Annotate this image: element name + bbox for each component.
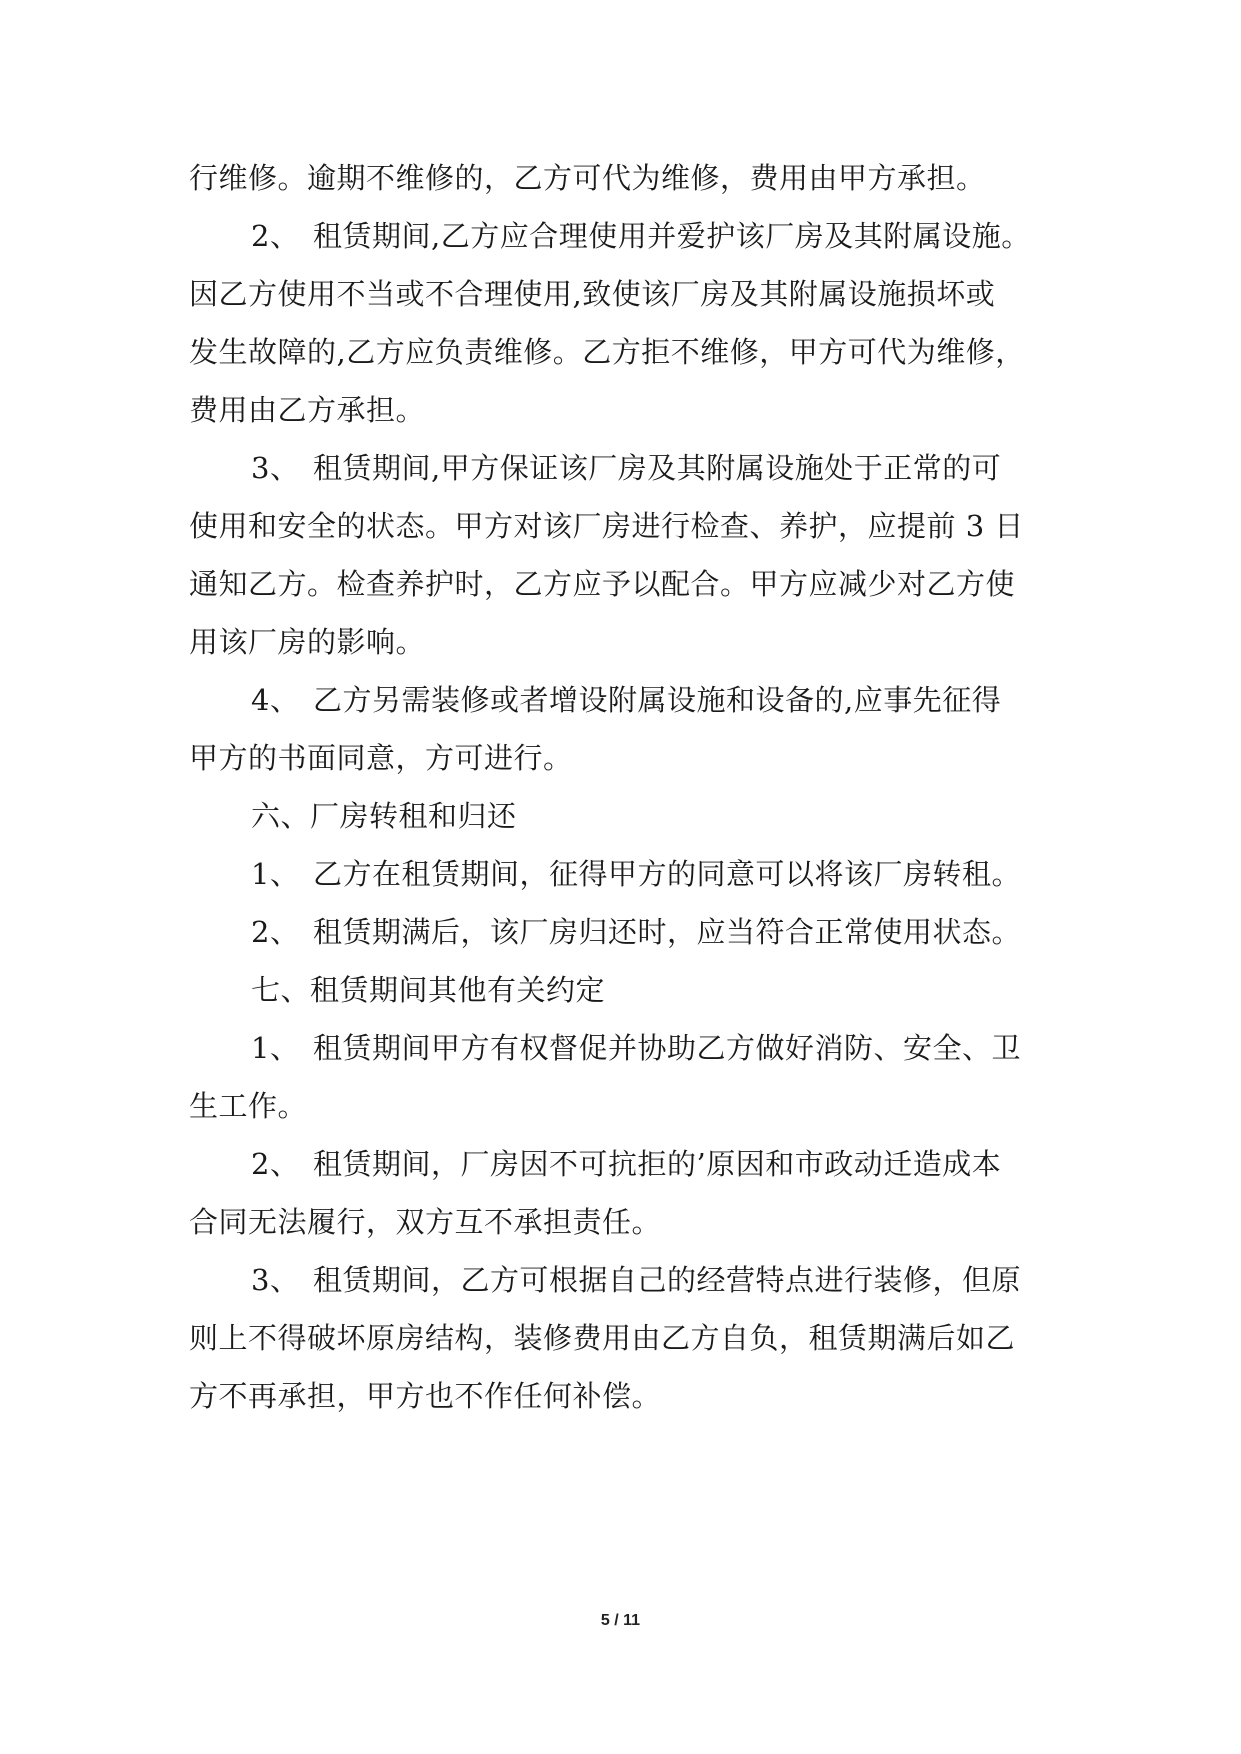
item-number: 1、 (251, 1031, 300, 1065)
line-text: 租赁期间甲方有权督促并协助乙方做好消防、安全、卫 (313, 1031, 1022, 1065)
list-item (251, 910, 1021, 954)
text-line (189, 1084, 307, 1128)
line-text: 乙方在租赁期间，征得甲方的同意可以将该厂房转租。 (313, 857, 1022, 891)
line-text: 发生故障的,乙方应负责维修。乙方拒不维修，甲方可代为维修， (189, 335, 1025, 369)
line-text: 甲方的书面同意，方可进行。 (189, 741, 573, 775)
line-text: 合同无法履行，双方互不承担责任。 (189, 1205, 662, 1239)
list-item (251, 446, 1001, 490)
item-number: 2、 (251, 915, 300, 949)
item-number: 1、 (251, 857, 300, 891)
text-line (189, 620, 425, 664)
text-line (189, 562, 1015, 606)
text-line (189, 504, 1024, 548)
line-text: 租赁期满后，该厂房归还时，应当符合正常使用状态。 (313, 915, 1022, 949)
text-line (189, 330, 1025, 374)
item-number: 2、 (251, 219, 300, 253)
section-heading (251, 968, 605, 1012)
text-line (189, 1374, 661, 1418)
heading-text: 七、租赁期间其他有关约定 (251, 973, 606, 1007)
section-heading (251, 794, 517, 838)
list-item (251, 1258, 1021, 1302)
text-line (189, 388, 425, 432)
line-text: 使用和安全的状态。甲方对该厂房进行检查、养护，应提前 3 日 (189, 509, 1024, 543)
line-text: 因乙方使用不当或不合理使用,致使该厂房及其附属设施损坏或 (189, 277, 996, 311)
list-item (251, 1026, 1021, 1070)
text-line (189, 272, 995, 316)
list-item (251, 678, 1001, 722)
text-line (189, 736, 573, 780)
line-text: 通知乙方。检查养护时，乙方应予以配合。甲方应减少对乙方使 (189, 567, 1016, 601)
text-line (189, 156, 986, 200)
item-number: 4、 (251, 683, 300, 717)
line-text: 费用由乙方承担。 (189, 393, 426, 427)
item-number: 2、 (251, 1147, 300, 1181)
item-number: 3、 (251, 1263, 300, 1297)
line-text: 租赁期间,甲方保证该厂房及其附属设施处于正常的可 (313, 451, 1002, 485)
line-text: 生工作。 (189, 1089, 308, 1123)
page-number: 5 / 11 (600, 1612, 641, 1629)
line-text: 行维修。逾期不维修的，乙方可代为维修，费用由甲方承担。 (189, 161, 986, 195)
line-text: 租赁期间，厂房因不可抗拒的’原因和市政动迁造成本 (313, 1147, 1002, 1181)
line-text: 租赁期间,乙方应合理使用并爱护该厂房及其附属设施。 (313, 219, 1031, 253)
line-text: 用该厂房的影响。 (189, 625, 426, 659)
line-text: 租赁期间，乙方可根据自己的经营特点进行装修，但原 (313, 1263, 1022, 1297)
item-number: 3、 (251, 451, 300, 485)
line-text: 乙方另需装修或者增设附属设施和设备的,应事先征得 (313, 683, 1002, 717)
heading-text: 六、厂房转租和归还 (251, 799, 517, 833)
line-text: 方不再承担，甲方也不作任何补偿。 (189, 1379, 662, 1413)
line-text: 则上不得破坏原房结构，装修费用由乙方自负，租赁期满后如乙 (189, 1321, 1016, 1355)
list-item (251, 1142, 1001, 1186)
text-line (189, 1200, 661, 1244)
text-line (189, 1316, 1015, 1360)
list-item (251, 214, 1031, 258)
list-item (251, 852, 1021, 896)
